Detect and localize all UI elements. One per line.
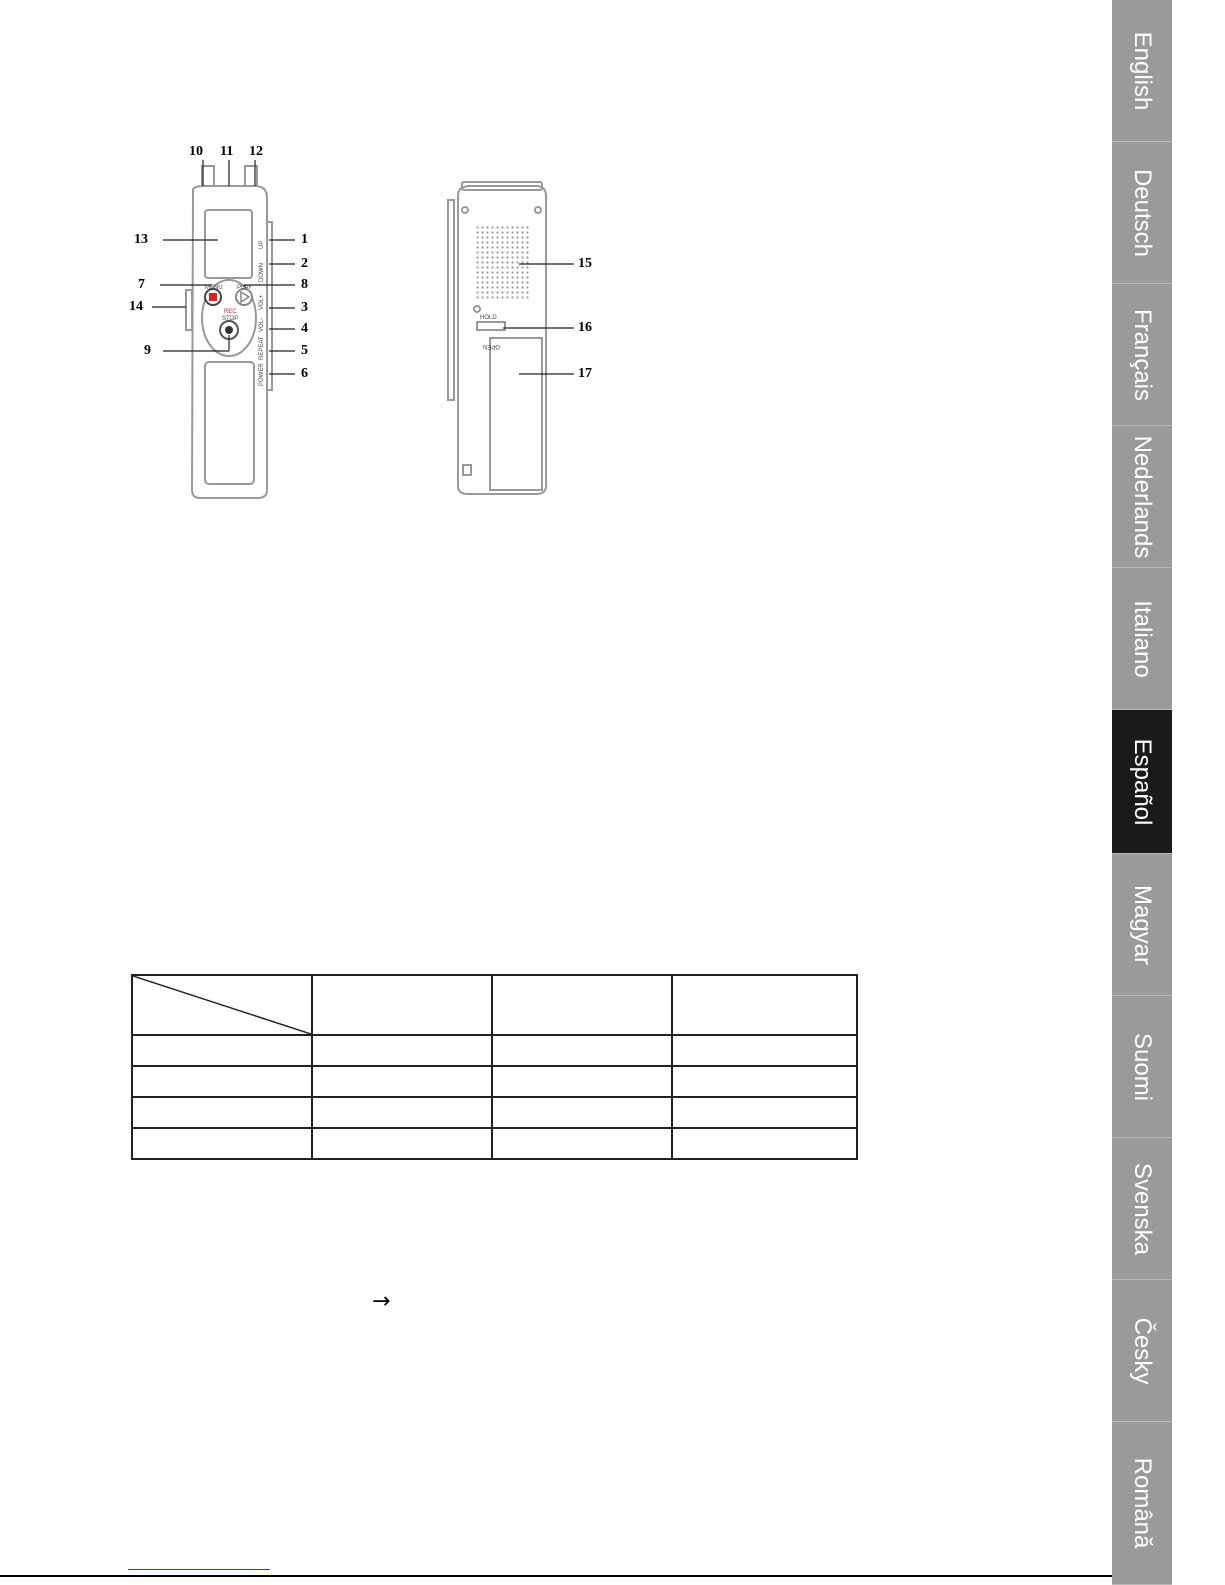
tab-label: English (1129, 31, 1156, 110)
callout-13: 13 (134, 232, 148, 247)
callout-2: 2 (301, 256, 308, 271)
table-row (132, 1066, 857, 1097)
table-row (132, 1035, 857, 1066)
table-row (132, 1097, 857, 1128)
tab-nederlands[interactable] (1112, 426, 1172, 568)
callout-6: 6 (301, 366, 308, 381)
menu-label: MENU (205, 285, 223, 291)
lower-panel (205, 362, 254, 484)
vol-up-label: VOL+ (259, 294, 265, 310)
spec-table (131, 974, 858, 1160)
stop-square-icon (209, 293, 217, 301)
table-cell (492, 1035, 672, 1066)
table-header-cell (492, 975, 672, 1035)
table-corner-cell (132, 975, 312, 1035)
callout-7: 7 (138, 277, 145, 292)
table-cell (132, 1097, 312, 1128)
callout-1: 1 (301, 232, 308, 247)
screw-top-left (462, 207, 468, 213)
callout-14: 14 (129, 299, 143, 314)
callout-9: 9 (144, 343, 151, 358)
callout-5: 5 (301, 343, 308, 358)
tab-romana[interactable] (1112, 1422, 1172, 1585)
tab-label: Français (1129, 308, 1156, 401)
table-cell (492, 1066, 672, 1097)
table-cell (492, 1128, 672, 1159)
table-header-cell (312, 975, 492, 1035)
footer-rule (0, 1575, 1112, 1577)
stop-label: STOP (222, 316, 239, 322)
callout-4: 4 (301, 321, 308, 336)
hold-label: HOLD (480, 315, 497, 321)
vol-down-label: VOL- (259, 317, 265, 332)
top-port-left (202, 166, 214, 186)
hold-switch (477, 322, 505, 330)
callout-10: 10 (189, 144, 203, 159)
battery-cover (490, 338, 542, 490)
screw-mid (474, 306, 480, 312)
table-header-row (132, 975, 857, 1035)
tab-label: Nederlands (1129, 435, 1156, 558)
callout-17: 17 (578, 366, 592, 381)
table-cell (492, 1097, 672, 1128)
table-cell (312, 1128, 492, 1159)
table-cell (132, 1066, 312, 1097)
table-cell (312, 1035, 492, 1066)
callout-3: 3 (301, 300, 308, 315)
tab-magyar[interactable] (1112, 854, 1172, 996)
device-screen (205, 210, 252, 278)
tab-label: Español (1129, 738, 1156, 825)
tab-label: Deutsch (1129, 168, 1156, 257)
tab-cesky[interactable] (1112, 1280, 1172, 1422)
language-sidebar (1112, 0, 1172, 1585)
table-cell (132, 1128, 312, 1159)
up-label: UP (259, 240, 265, 249)
repeat-label: REPEAT (259, 336, 265, 360)
table-cell (672, 1128, 857, 1159)
back-side-strip (448, 200, 454, 400)
device-diagram (0, 0, 620, 520)
tab-francais[interactable] (1112, 284, 1172, 426)
table-cell (672, 1066, 857, 1097)
tab-label: Italiano (1129, 599, 1156, 678)
tab-label: Română (1129, 1457, 1156, 1549)
table-row (132, 1128, 857, 1159)
tab-label: Svenska (1129, 1162, 1156, 1255)
table-cell (132, 1035, 312, 1066)
side-buttons (267, 222, 272, 390)
tab-label: Česky (1129, 1317, 1156, 1384)
tab-svenska[interactable] (1112, 1138, 1172, 1280)
callout-11: 11 (220, 144, 234, 159)
tab-label: Magyar (1129, 884, 1156, 965)
tab-label: Suomi (1129, 1032, 1156, 1101)
power-label: POWER (259, 363, 265, 386)
rec-dot-icon (225, 326, 233, 334)
speaker-grille (475, 226, 531, 300)
table-cell (312, 1097, 492, 1128)
rec-label: REC (224, 309, 237, 315)
table-cell (672, 1097, 857, 1128)
footer-link-underline[interactable] (128, 1569, 270, 1570)
tab-deutsch[interactable] (1112, 142, 1172, 284)
tab-english[interactable] (1112, 0, 1172, 142)
table-cell (672, 1035, 857, 1066)
tab-italiano[interactable] (1112, 568, 1172, 710)
down-label: DOWN (259, 263, 265, 282)
screw-top-right (535, 207, 541, 213)
table-cell (312, 1066, 492, 1097)
table-header-cell (672, 975, 857, 1035)
tab-suomi[interactable] (1112, 996, 1172, 1138)
play-label: PLAY (237, 285, 252, 291)
callout-15: 15 (578, 256, 592, 271)
open-label: OPEN (482, 343, 500, 349)
callout-16: 16 (578, 320, 592, 335)
callout-12: 12 (249, 144, 263, 159)
side-slot (186, 290, 192, 330)
callout-8: 8 (301, 277, 308, 292)
arrow-right-icon: → (372, 1289, 391, 1314)
back-small-slot (463, 465, 471, 475)
tab-espanol[interactable] (1112, 710, 1172, 854)
diagonal-line (133, 976, 311, 1034)
